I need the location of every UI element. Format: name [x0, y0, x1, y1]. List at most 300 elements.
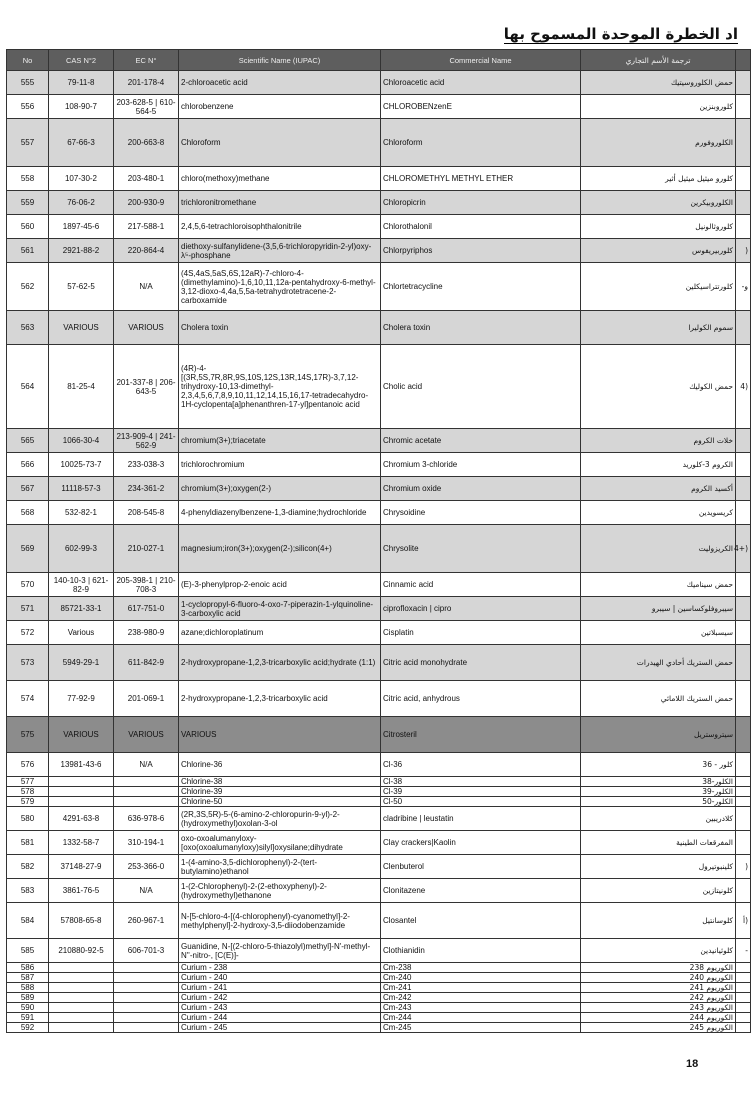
scientific-name: chromium(3+);oxygen(2-) [179, 477, 381, 501]
arabic-name: الكلوروبيكرين [581, 191, 736, 215]
extra-cell [736, 963, 751, 973]
table-row [7, 1023, 751, 1033]
cas-number: 140-10-3 | 621-82-9 [49, 573, 114, 597]
ec-number: 210-027-1 [114, 525, 179, 573]
commercial-name: Clenbuterol [381, 855, 581, 879]
scientific-name: Curium - 240 [179, 973, 381, 983]
commercial-name: Clonitazene [381, 879, 581, 903]
cas-number: 1332-58-7 [49, 831, 114, 855]
ec-number: 203-480-1 [114, 167, 179, 191]
cas-number [49, 1003, 114, 1013]
arabic-name: كلوروبنزين [581, 95, 736, 119]
arabic-name: كلينبوتيرول [581, 855, 736, 879]
commercial-name: Citric acid monohydrate [381, 645, 581, 681]
commercial-name: CHLOROMETHYL METHYL ETHER [381, 167, 581, 191]
header-commercial-name: Commercial Name [381, 50, 581, 71]
extra-cell [736, 681, 751, 717]
commercial-name: Closantel [381, 903, 581, 939]
commercial-name: Chrysolite [381, 525, 581, 573]
cas-number: 4291-63-8 [49, 807, 114, 831]
arabic-name: كلوربيريفوس [581, 239, 736, 263]
ec-number: N/A [114, 879, 179, 903]
commercial-name: Cl-39 [381, 787, 581, 797]
cas-number [49, 973, 114, 983]
arabic-name: كلوروثالونيل [581, 215, 736, 239]
table-row [7, 215, 751, 239]
cas-number: 81-25-4 [49, 345, 114, 429]
extra-cell [736, 797, 751, 807]
table-row [7, 453, 751, 477]
extra-cell: (+4 [736, 525, 751, 573]
commercial-name: Citrosteril [381, 717, 581, 753]
commercial-name: CHLOROBENzenE [381, 95, 581, 119]
table-row [7, 717, 751, 753]
table-row [7, 477, 751, 501]
row-number: 576 [7, 753, 49, 777]
scientific-name: Curium - 243 [179, 1003, 381, 1013]
arabic-name: الكوريوم 241 [581, 983, 736, 993]
arabic-name: سيتروستريل [581, 717, 736, 753]
extra-cell [736, 477, 751, 501]
commercial-name: Clay crackers|Kaolin [381, 831, 581, 855]
page-number: 18 [686, 1058, 699, 1070]
commercial-name: ciprofloxacin | cipro [381, 597, 581, 621]
row-number: 580 [7, 807, 49, 831]
table-row [7, 973, 751, 983]
arabic-name: حمض الستريك أحادي الهيدرات [581, 645, 736, 681]
arabic-name: حمض الكلوروسيتيك [581, 71, 736, 95]
ec-number [114, 787, 179, 797]
scientific-name: trichloronitromethane [179, 191, 381, 215]
scientific-name: Curium - 244 [179, 1013, 381, 1023]
row-number: 561 [7, 239, 49, 263]
extra-cell [736, 501, 751, 525]
extra-cell [736, 753, 751, 777]
row-number: 558 [7, 167, 49, 191]
extra-cell [736, 191, 751, 215]
scientific-name: trichlorochromium [179, 453, 381, 477]
arabic-name: الكروم 3-كلوريد [581, 453, 736, 477]
scientific-name: Guanidine, N-[(2-chloro-5-thiazolyl)methyl]-N'-methyl-N''-nitro-, [C(E)]- [179, 939, 381, 963]
table-body [7, 71, 751, 1033]
table-row [7, 903, 751, 939]
ec-number: 310-194-1 [114, 831, 179, 855]
ec-number: 611-842-9 [114, 645, 179, 681]
table-row [7, 879, 751, 903]
commercial-name: Cm-244 [381, 1013, 581, 1023]
ec-number [114, 1023, 179, 1033]
header-ec: EC N° [114, 50, 179, 71]
cas-number [49, 1023, 114, 1033]
arabic-name: أكسيد الكروم [581, 477, 736, 501]
extra-cell [736, 1003, 751, 1013]
commercial-name: Cm-241 [381, 983, 581, 993]
row-number: 565 [7, 429, 49, 453]
scientific-name: (4S,4aS,5aS,6S,12aR)-7-chloro-4-(dimethylamino)-1,6,10,11,12a-pentahydroxy-6-methyl-3,12-dioxo-4,4a,5,5a-tetrahydrotetracene-2-carboxamide [179, 263, 381, 311]
scientific-name: 4-phenyldiazenylbenzene-1,3-diamine;hydrochloride [179, 501, 381, 525]
scientific-name: chromium(3+);triacetate [179, 429, 381, 453]
cas-number [49, 777, 114, 787]
scientific-name: Curium - 238 [179, 963, 381, 973]
ec-number: 217-588-1 [114, 215, 179, 239]
scientific-name: magnesium;iron(3+);oxygen(2-);silicon(4+) [179, 525, 381, 573]
ec-number: 200-663-8 [114, 119, 179, 167]
table-row [7, 525, 751, 573]
scientific-name: 2,4,5,6-tetrachloroisophthalonitrile [179, 215, 381, 239]
table-row [7, 983, 751, 993]
ec-number: 201-337-8 | 206-643-5 [114, 345, 179, 429]
row-number: 581 [7, 831, 49, 855]
arabic-name: كلادريبين [581, 807, 736, 831]
cas-number: 1897-45-6 [49, 215, 114, 239]
table-row [7, 573, 751, 597]
commercial-name: Cl-36 [381, 753, 581, 777]
extra-cell [736, 777, 751, 787]
ec-number: 220-864-4 [114, 239, 179, 263]
commercial-name: Cm-243 [381, 1003, 581, 1013]
cas-number: 10025-73-7 [49, 453, 114, 477]
ec-number: 233-038-3 [114, 453, 179, 477]
row-number: 569 [7, 525, 49, 573]
table-header-row [7, 50, 751, 71]
ec-number: 617-751-0 [114, 597, 179, 621]
row-number: 578 [7, 787, 49, 797]
cas-number: 77-92-9 [49, 681, 114, 717]
table-row [7, 345, 751, 429]
extra-cell [736, 983, 751, 993]
table-row [7, 753, 751, 777]
ec-number [114, 963, 179, 973]
scientific-name: 1-(4-amino-3,5-dichlorophenyl)-2-(tert-butylamino)ethanol [179, 855, 381, 879]
arabic-name: كلورو ميثيل ميثيل أثير [581, 167, 736, 191]
scientific-name: (2R,3S,5R)-5-(6-amino-2-chloropurin-9-yl)-2-(hydroxymethyl)oxolan-3-ol [179, 807, 381, 831]
scientific-name: Chlorine-39 [179, 787, 381, 797]
scientific-name: (E)-3-phenylprop-2-enoic acid [179, 573, 381, 597]
table-row [7, 95, 751, 119]
extra-cell: (أ [736, 903, 751, 939]
row-number: 583 [7, 879, 49, 903]
extra-cell [736, 879, 751, 903]
extra-cell: ( [736, 239, 751, 263]
table-row [7, 71, 751, 95]
table-row [7, 797, 751, 807]
scientific-name: 2-hydroxypropane-1,2,3-tricarboxylic acid;hydrate (1:1) [179, 645, 381, 681]
arabic-name: كريسويدين [581, 501, 736, 525]
row-number: 575 [7, 717, 49, 753]
commercial-name: Chrysoidine [381, 501, 581, 525]
row-number: 564 [7, 345, 49, 429]
ec-number: 213-909-4 | 241-562-9 [114, 429, 179, 453]
commercial-name: Chromic acetate [381, 429, 581, 453]
ec-number [114, 983, 179, 993]
cas-number [49, 963, 114, 973]
ec-number [114, 993, 179, 1003]
cas-number: 602-99-3 [49, 525, 114, 573]
table-row [7, 645, 751, 681]
commercial-name: Chloroacetic acid [381, 71, 581, 95]
arabic-name: الكريزوليت [581, 525, 736, 573]
scientific-name: Curium - 245 [179, 1023, 381, 1033]
extra-cell [736, 573, 751, 597]
scientific-name: Chlorine-50 [179, 797, 381, 807]
cas-number: 210880-92-5 [49, 939, 114, 963]
cas-number: 107-30-2 [49, 167, 114, 191]
table-row [7, 429, 751, 453]
scientific-name: Cholera toxin [179, 311, 381, 345]
cas-number: 79-11-8 [49, 71, 114, 95]
scientific-name: VARIOUS [179, 717, 381, 753]
ec-number [114, 973, 179, 983]
row-number: 582 [7, 855, 49, 879]
arabic-name: كلور - 36 [581, 753, 736, 777]
table-row [7, 681, 751, 717]
arabic-name: الكوريوم 242 [581, 993, 736, 1003]
scientific-name: 2-hydroxypropane-1,2,3-tricarboxylic acid [179, 681, 381, 717]
table-row [7, 311, 751, 345]
extra-cell [736, 95, 751, 119]
ec-number [114, 1013, 179, 1023]
arabic-name: الكلور-39 [581, 787, 736, 797]
arabic-name: الكوريوم 243 [581, 1003, 736, 1013]
commercial-name: Chloropicrin [381, 191, 581, 215]
scientific-name: Curium - 242 [179, 993, 381, 1003]
ec-number: 238-980-9 [114, 621, 179, 645]
cas-number: 108-90-7 [49, 95, 114, 119]
ec-number: 260-967-1 [114, 903, 179, 939]
cas-number: 76-06-2 [49, 191, 114, 215]
cas-number: 3861-76-5 [49, 879, 114, 903]
header-cas: CAS N°2 [49, 50, 114, 71]
commercial-name: Cl-38 [381, 777, 581, 787]
cas-number [49, 787, 114, 797]
scientific-name: azane;dichloroplatinum [179, 621, 381, 645]
cas-number [49, 993, 114, 1003]
cas-number: 67-66-3 [49, 119, 114, 167]
ec-number: 200-930-9 [114, 191, 179, 215]
scientific-name: Chlorine-38 [179, 777, 381, 787]
ec-number: VARIOUS [114, 311, 179, 345]
arabic-name: الكلور-50 [581, 797, 736, 807]
row-number: 562 [7, 263, 49, 311]
cas-number: 57-62-5 [49, 263, 114, 311]
cas-number [49, 1013, 114, 1023]
commercial-name: Chromium oxide [381, 477, 581, 501]
extra-cell [736, 787, 751, 797]
header-extra [736, 50, 751, 71]
extra-cell [736, 831, 751, 855]
row-number: 577 [7, 777, 49, 787]
extra-cell [736, 807, 751, 831]
arabic-name: الكوريوم 244 [581, 1013, 736, 1023]
arabic-name: كلونيتازين [581, 879, 736, 903]
page-title: اد الخطرة الموحدة المسموح بها [503, 25, 738, 43]
table-row [7, 1013, 751, 1023]
ec-number: 201-178-4 [114, 71, 179, 95]
extra-cell [736, 119, 751, 167]
commercial-name: Cisplatin [381, 621, 581, 645]
arabic-name: كلوثيانيدين [581, 939, 736, 963]
cas-number: VARIOUS [49, 311, 114, 345]
row-number: 555 [7, 71, 49, 95]
cas-number: 1066-30-4 [49, 429, 114, 453]
extra-cell [736, 1023, 751, 1033]
cas-number: 57808-65-8 [49, 903, 114, 939]
scientific-name: chlorobenzene [179, 95, 381, 119]
scientific-name: 1-(2-Chlorophenyl)-2-(2-ethoxyphenyl)-2-(hydroxymethyl)ethanone [179, 879, 381, 903]
row-number: 568 [7, 501, 49, 525]
table-row [7, 501, 751, 525]
commercial-name: Cm-245 [381, 1023, 581, 1033]
table-row [7, 787, 751, 797]
arabic-name: الكوريوم 240 [581, 973, 736, 983]
table-row [7, 167, 751, 191]
ec-number: 253-366-0 [114, 855, 179, 879]
ec-number: 208-545-8 [114, 501, 179, 525]
extra-cell [736, 453, 751, 477]
row-number: 589 [7, 993, 49, 1003]
commercial-name: Cm-242 [381, 993, 581, 1003]
scientific-name: (4R)-4-[(3R,5S,7R,8R,9S,10S,12S,13R,14S,17R)-3,7,12-trihydroxy-10,13-dimethyl-2,3,4,5,6,7,8,9,10,11,12,14,15,16,17-tetradecahydro-1H-cyclopenta[a]phenanthren-17-yl]pentanoic acid [179, 345, 381, 429]
cas-number: 2921-88-2 [49, 239, 114, 263]
header-scientific-name: Scientific Name (IUPAC) [179, 50, 381, 71]
arabic-name: خلات الكروم [581, 429, 736, 453]
arabic-name: كلورتتراسيكلين [581, 263, 736, 311]
row-number: 571 [7, 597, 49, 621]
row-number: 588 [7, 983, 49, 993]
table-row [7, 597, 751, 621]
arabic-name: حمض سيناميك [581, 573, 736, 597]
hazardous-materials-table [6, 49, 751, 1033]
table-row [7, 191, 751, 215]
extra-cell: - [736, 939, 751, 963]
ec-number: 201-069-1 [114, 681, 179, 717]
row-number: 591 [7, 1013, 49, 1023]
ec-number [114, 777, 179, 787]
arabic-name: الكلور-38 [581, 777, 736, 787]
table-row [7, 777, 751, 787]
row-number: 566 [7, 453, 49, 477]
row-number: 586 [7, 963, 49, 973]
commercial-name: Chlorpyriphos [381, 239, 581, 263]
ec-number: VARIOUS [114, 717, 179, 753]
arabic-name: سيسبلاتين [581, 621, 736, 645]
arabic-name: حمض الستريك اللامائي [581, 681, 736, 717]
extra-cell [736, 621, 751, 645]
row-number: 579 [7, 797, 49, 807]
arabic-name: حمض الكوليك [581, 345, 736, 429]
row-number: 556 [7, 95, 49, 119]
commercial-name: cladribine | leustatin [381, 807, 581, 831]
extra-cell [736, 1013, 751, 1023]
cas-number: 532-82-1 [49, 501, 114, 525]
extra-cell [736, 993, 751, 1003]
cas-number: Various [49, 621, 114, 645]
header-arabic-name: ترجمة الأسم التجاري [581, 50, 736, 71]
row-number: 573 [7, 645, 49, 681]
cas-number: 11118-57-3 [49, 477, 114, 501]
scientific-name: Chloroform [179, 119, 381, 167]
extra-cell [736, 597, 751, 621]
table-row [7, 831, 751, 855]
extra-cell [736, 973, 751, 983]
arabic-name: المفرقعات الطينية [581, 831, 736, 855]
table-row [7, 119, 751, 167]
arabic-name: سموم الكوليرا [581, 311, 736, 345]
cas-number: VARIOUS [49, 717, 114, 753]
ec-number: N/A [114, 263, 179, 311]
ec-number: 203-628-5 | 610-564-5 [114, 95, 179, 119]
commercial-name: Chlorothalonil [381, 215, 581, 239]
cas-number: 85721-33-1 [49, 597, 114, 621]
commercial-name: Chloroform [381, 119, 581, 167]
extra-cell [736, 167, 751, 191]
arabic-name: الكلوروفورم [581, 119, 736, 167]
row-number: 572 [7, 621, 49, 645]
header-no: No [7, 50, 49, 71]
row-number: 557 [7, 119, 49, 167]
ec-number: N/A [114, 753, 179, 777]
extra-cell [736, 71, 751, 95]
ec-number: 636-978-6 [114, 807, 179, 831]
arabic-name: كلوسانتيل [581, 903, 736, 939]
table-row [7, 1003, 751, 1013]
commercial-name: Cholera toxin [381, 311, 581, 345]
table-row [7, 807, 751, 831]
arabic-name: الكوريوم 245 [581, 1023, 736, 1033]
arabic-name: الكوريوم 238 [581, 963, 736, 973]
ec-number [114, 797, 179, 807]
row-number: 592 [7, 1023, 49, 1033]
cas-number [49, 797, 114, 807]
extra-cell [736, 645, 751, 681]
row-number: 585 [7, 939, 49, 963]
extra-cell [736, 429, 751, 453]
table-row [7, 855, 751, 879]
commercial-name: Cm-238 [381, 963, 581, 973]
commercial-name: Cinnamic acid [381, 573, 581, 597]
commercial-name: Cl-50 [381, 797, 581, 807]
cas-number: 5949-29-1 [49, 645, 114, 681]
scientific-name: oxo-oxoalumanyloxy-[oxo(oxoalumanyloxy)silyl]oxysilane;dihydrate [179, 831, 381, 855]
extra-cell [736, 311, 751, 345]
arabic-name: سيبروفلوكساسين | سيبرو [581, 597, 736, 621]
scientific-name: Chlorine-36 [179, 753, 381, 777]
extra-cell [736, 717, 751, 753]
cas-number [49, 983, 114, 993]
row-number: 560 [7, 215, 49, 239]
scientific-name: 1-cyclopropyl-6-fluoro-4-oxo-7-piperazin-1-ylquinoline-3-carboxylic acid [179, 597, 381, 621]
commercial-name: Chromium 3-chloride [381, 453, 581, 477]
scientific-name: diethoxy-sulfanylidene-(3,5,6-trichloropyridin-2-yl)oxy-λ⁵-phosphane [179, 239, 381, 263]
commercial-name: Cm-240 [381, 973, 581, 983]
scientific-name: N-[5-chloro-4-[(4-chlorophenyl)-cyanomethyl]-2-methylphenyl]-2-hydroxy-3,5-diiodobenzamide [179, 903, 381, 939]
table-row [7, 963, 751, 973]
commercial-name: Citric acid, anhydrous [381, 681, 581, 717]
extra-cell: (4 [736, 345, 751, 429]
row-number: 559 [7, 191, 49, 215]
ec-number [114, 1003, 179, 1013]
row-number: 587 [7, 973, 49, 983]
commercial-name: Chlortetracycline [381, 263, 581, 311]
table-row [7, 939, 751, 963]
scientific-name: 2-chloroacetic acid [179, 71, 381, 95]
scientific-name: chloro(methoxy)methane [179, 167, 381, 191]
scientific-name: Curium - 241 [179, 983, 381, 993]
ec-number: 205-398-1 | 210-708-3 [114, 573, 179, 597]
ec-number: 606-701-3 [114, 939, 179, 963]
extra-cell: و- [736, 263, 751, 311]
row-number: 567 [7, 477, 49, 501]
